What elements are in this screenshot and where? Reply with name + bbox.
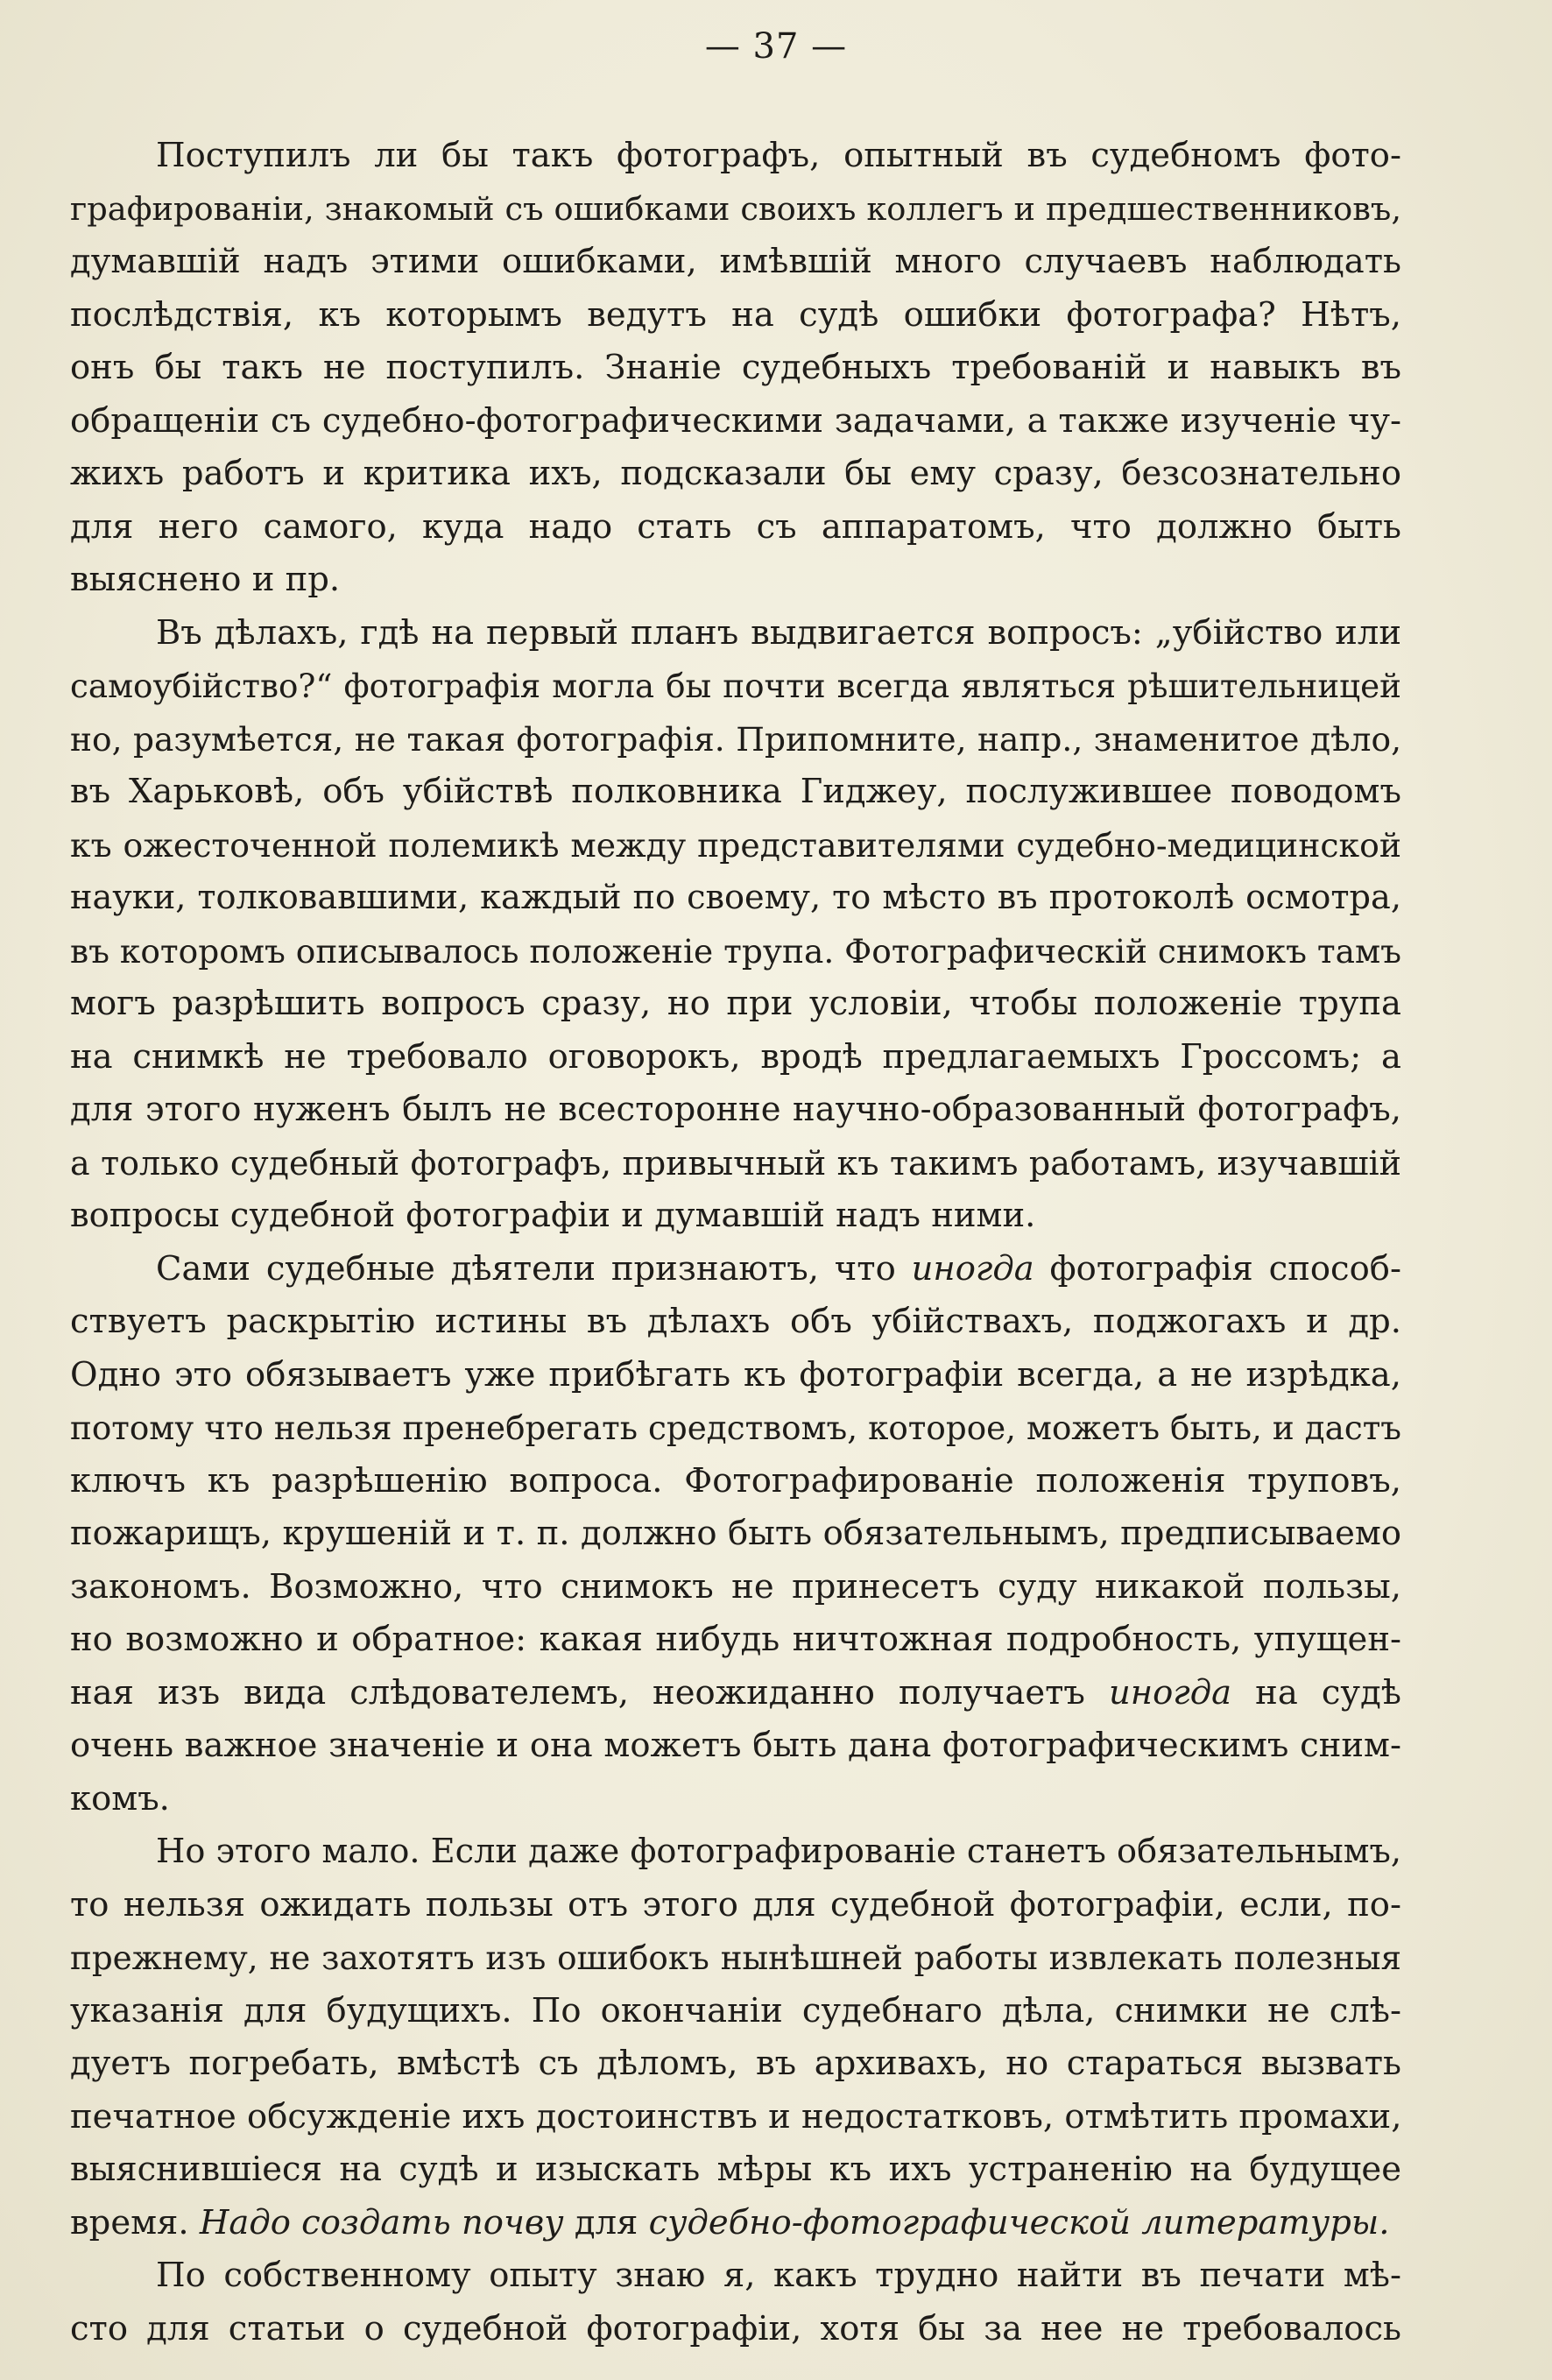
text-line: вопросы судебной фотографіи и думавшій надъ ними.	[70, 1196, 1036, 1235]
text-line: очень важное значеніе и она можетъ быть дана фотографическимъ сним-	[70, 1726, 1401, 1765]
text-line: время. Надо создать почву для судебно-фотографической литературы.	[70, 2202, 1390, 2242]
page-number: — 37 —	[704, 26, 848, 67]
text-line: но возможно и обратное: какая нибудь ничтожная подробность, упущен-	[70, 1620, 1401, 1659]
paragraph	[70, 1243, 1401, 1826]
text-line: печатное обсужденіе ихъ достоинствъ и недостатковъ, отмѣтить промахи,	[70, 2096, 1402, 2136]
paragraph	[70, 607, 1401, 1243]
text-line: въ Харьковѣ, объ убійствѣ полковника Гиджеу, послужившее поводомъ	[70, 772, 1401, 811]
text-line: то нельзя ожидать пользы отъ этого для судебной фотографіи, если, по-	[70, 1884, 1401, 1924]
text-line: въ которомъ описывалось положеніе трупа. Фотографическій снимокъ тамъ	[70, 931, 1401, 971]
text-line: графированіи, знакомый съ ошибками своихъ коллегъ и предшественниковъ,	[70, 189, 1401, 228]
text-line: ключъ къ разрѣшенію вопроса. Фотографированіе положенія труповъ,	[70, 1460, 1401, 1501]
text-line: могъ разрѣшить вопросъ сразу, но при условіи, чтобы положеніе трупа	[70, 984, 1401, 1023]
text-line: для этого нуженъ былъ не всесторонне научно-образованный фотографъ,	[70, 1090, 1401, 1129]
text-line: пожарищъ, крушеній и т. п. должно быть обязательнымъ, предписываемо	[70, 1514, 1401, 1553]
text-line: закономъ. Возможно, что снимокъ не принесетъ суду никакой пользы,	[70, 1566, 1401, 1607]
body-text	[70, 130, 1401, 2355]
text-line: для него самого, куда надо стать съ аппаратомъ, что должно быть	[70, 506, 1401, 547]
text-line: онъ бы такъ не поступилъ. Знаніе судебныхъ требованій и навыкъ въ	[70, 348, 1401, 387]
text-line: къ ожесточенной полемикѣ между представителями судебно-медицинской	[70, 825, 1401, 865]
text-line: на снимкѣ не требовало оговорокъ, вродѣ предлагаемыхъ Гроссомъ; а	[70, 1036, 1401, 1077]
text-line: ствуетъ раскрытію истины въ дѣлахъ объ убійствахъ, поджогахъ и др.	[70, 1302, 1401, 1341]
text-line: думавшій надъ этими ошибками, имѣвшій много случаевъ наблюдать	[70, 242, 1401, 281]
text-line: послѣдствія, къ которымъ ведутъ на судѣ ошибки фотографа? Нѣтъ,	[70, 294, 1401, 335]
text-line: указанія для будущихъ. По окончаніи судебнаго дѣла, снимки не слѣ-	[70, 1990, 1401, 2030]
text-line: комъ.	[70, 1778, 170, 1819]
text-line: но, разумѣется, не такая фотографія. Припомните, напр., знаменитое дѣло,	[70, 719, 1401, 759]
text-line: Сами судебные дѣятели признаютъ, что иногда фотографія способ-	[156, 1248, 1401, 1289]
text-line: выяснившіеся на судѣ и изыскать мѣры къ ихъ устраненію на будущее	[70, 2150, 1401, 2189]
text-line: самоубійство?“ фотографія могла бы почти всегда являться рѣшительницей	[70, 667, 1401, 705]
text-line: науки, толковавшими, каждый по своему, то мѣсто въ протоколѣ осмотра,	[70, 878, 1401, 917]
text-line: прежнему, не захотятъ изъ ошибокъ нынѣшней работы извлекать полезныя	[70, 1939, 1401, 1977]
text-line: обращеніи съ судебно-фотографическими задачами, а также изученіе чу-	[70, 400, 1401, 441]
text-line: Но этого мало. Если даже фотографированіе станетъ обязательнымъ,	[156, 1832, 1401, 1871]
text-line: Одно это обязываетъ уже прибѣгать къ фотографіи всегда, а не изрѣдка,	[70, 1354, 1401, 1395]
text-line: жихъ работъ и критика ихъ, подсказали бы ему сразу, безсознательно	[70, 454, 1401, 493]
text-line: выяснено и пр.	[70, 560, 341, 599]
text-line: По собственному опыту знаю я, какъ трудно найти въ печати мѣ-	[156, 2256, 1401, 2295]
text-line: Въ дѣлахъ, гдѣ на первый планъ выдвигается вопросъ: „убійство или	[156, 612, 1401, 653]
text-line: сто для статьи о судебной фотографіи, хотя бы за нее не требовалось	[70, 2308, 1401, 2348]
paragraph	[70, 2249, 1401, 2355]
paragraph	[70, 130, 1401, 607]
text-line: Поступилъ ли бы такъ фотографъ, опытный въ судебномъ фото-	[156, 136, 1401, 175]
paragraph	[70, 1826, 1401, 2249]
text-line: потому что нельзя пренебрегать средствомъ, которое, можетъ быть, и дастъ	[70, 1409, 1401, 1447]
text-line: ная изъ вида слѣдователемъ, неожиданно получаетъ иногда на судѣ	[70, 1672, 1401, 1713]
text-line: а только судебный фотографъ, привычный къ такимъ работамъ, изучавшій	[70, 1143, 1401, 1183]
text-line: дуетъ погребать, вмѣстѣ съ дѣломъ, въ архивахъ, но стараться вызвать	[70, 2044, 1401, 2083]
